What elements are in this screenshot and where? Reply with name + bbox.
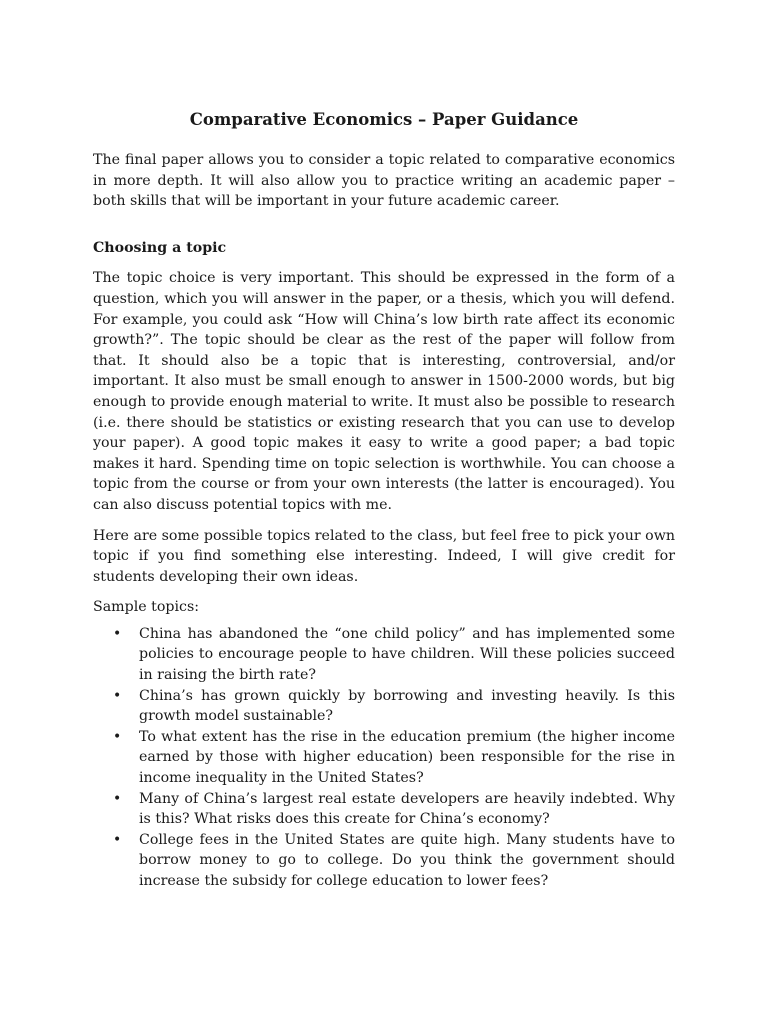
section-heading-choosing-topic: Choosing a topic [93,239,227,256]
bullet-icon: • [113,625,122,642]
list-item [93,727,675,789]
list-item [93,686,675,727]
list-item-text: To what extent has the rise in the education premium (the higher income earned by those with higher education) been responsible for the rise in income inequality in the United States? [139,728,675,787]
bullet-icon: • [113,831,122,848]
list-item [93,624,675,686]
sample-topics-list [93,624,675,892]
possible-topics-paragraph: Here are some possible topics related to the class, but feel free to pick your own topic if you find something else interesting. Indeed, I will give credit for students developing their own ideas. [93,527,675,585]
list-item [93,830,675,892]
list-item [93,789,675,830]
list-item-text: Many of China’s largest real estate developers are heavily indebted. Why is this? What risks does this create for China’s economy? [139,790,675,828]
document-page [93,108,675,892]
sample-topics-label: Sample topics: [93,599,200,616]
bullet-icon: • [113,687,122,704]
list-item-text: China has abandoned the “one child policy” and has implemented some policies to encourage people to have children. Will these policies succeed in raising the birth rate? [139,625,675,684]
document-title: Comparative Economics – Paper Guidance [189,110,579,129]
topic-choice-paragraph: The topic choice is very important. This should be expressed in the form of a question, which you will answer in the paper, or a thesis, which you will defend. For example, you could ask “How will China’s low birth rate affect its economic growth?”. The topic should be clear as the rest of the paper will follow from that. It should also be a topic that is interesting, controversial, and/or important. It also must be small enough to answer in 1500-2000 words, but big enough to provide enough material to write. It must also be possible to research (i.e. there should be statistics or existing research that you can use to develop your paper). A good topic makes it easy to write a good paper; a bad topic makes it hard. Spending time on topic selection is worthwhile. You can choose a topic from the course or from your own interests (the latter is encouraged). You can also discuss potential topics with me. [93,270,675,513]
intro-paragraph: The final paper allows you to consider a topic related to comparative economics in more depth. It will also allow you to practice writing an academic paper – both skills that will be important in your future academic career. [93,152,675,210]
list-item-text: College fees in the United States are quite high. Many students have to borrow money to go to college. Do you think the government should increase the subsidy for college education to lower fees? [139,831,675,889]
bullet-icon: • [113,728,122,745]
bullet-icon: • [113,790,122,807]
list-item-text: China’s has grown quickly by borrowing and investing heavily. Is this growth model sustainable? [139,687,675,725]
